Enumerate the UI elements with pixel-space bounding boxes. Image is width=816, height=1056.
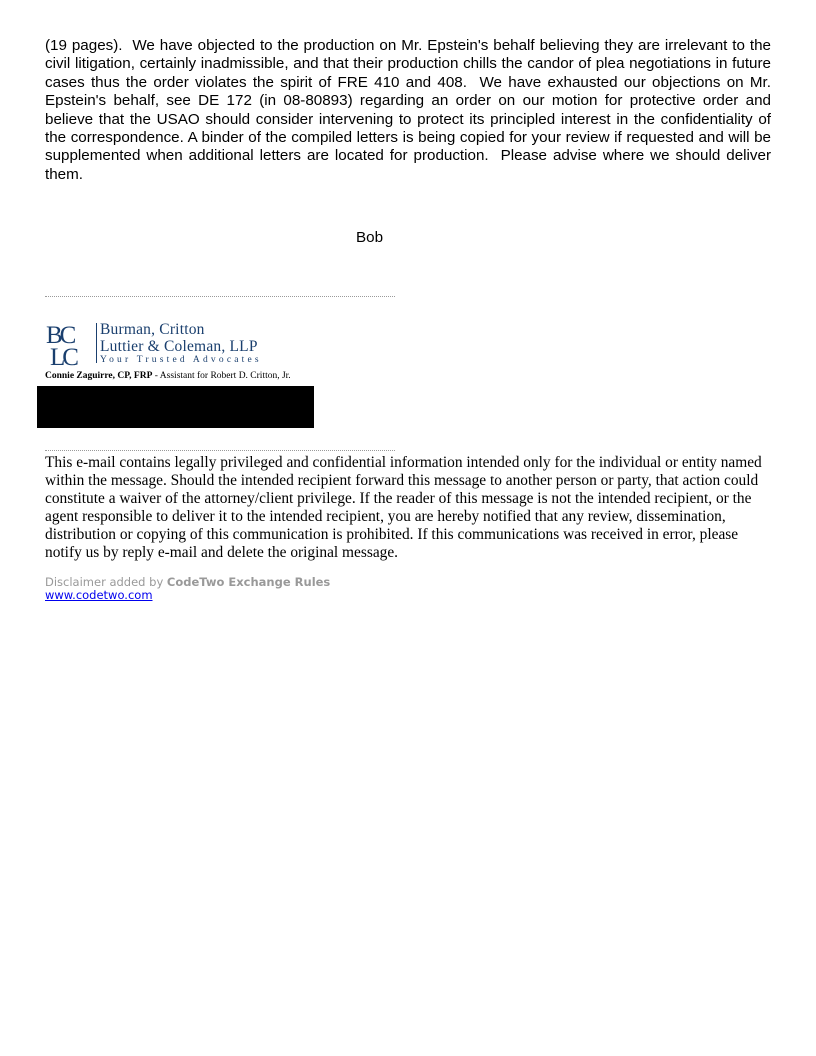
redaction-block	[37, 386, 314, 428]
firm-tagline: Your Trusted Advocates	[100, 355, 262, 365]
divider-bottom	[45, 450, 395, 451]
confidentiality-disclaimer: This e-mail contains legally privileged and confidential information intended only for the individual or entity named within the message. Should the intended recipient forward this message to another person or party, that action could constitute a waiver of the attorney/client privilege. If the reader of this message is not the intended recipient, or the agent responsible to deliver it to the intended recipient, you are hereby notified that any review, dissemination, distribution or copying of this communication is prohibited. If this communications was received in error, please notify us by reply e-mail and delete the original message.	[45, 454, 762, 561]
assistant-line	[45, 371, 291, 381]
firm-logo	[46, 321, 306, 369]
svg-text:BC: BC	[46, 322, 74, 349]
codetwo-link[interactable]: www.codetwo.com	[45, 588, 153, 602]
letter-paragraph: (19 pages). We have objected to the production on Mr. Epstein's behalf believing they are irrelevant to the civil litigation, certainly inadmissible, and that their production chills the candor of plea negotiations in future cases thus the order violates the spirit of FRE 410 and 408. We have exhausted our objections on Mr. Epstein's behalf, see DE 172 (in 08-80893) regarding an order on our motion for protective order and believe that the USAO should consider intervening to protect its principled interest in the confidentiality of the correspondence. A binder of the compiled letters is being copied for your review if requested and will be supplemented when additional letters are located for production. Please advise where we should deliver them.	[45, 37, 776, 183]
assistant-name: Connie Zaguirre, CP, FRP	[45, 371, 153, 381]
signoff: Bob	[356, 229, 384, 246]
svg-text:LC: LC	[50, 344, 76, 367]
bclc-monogram-icon	[46, 321, 96, 367]
assistant-role: - Assistant for Robert D. Critton, Jr.	[152, 371, 291, 381]
disclaimer-credit	[45, 575, 330, 589]
logo-divider	[96, 323, 97, 363]
credit-prefix: Disclaimer added by	[45, 575, 167, 589]
firm-name-line1: Burman, Critton	[100, 321, 205, 338]
firm-name-line2: Luttier & Coleman, LLP	[100, 338, 258, 355]
credit-product: CodeTwo Exchange Rules	[166, 575, 331, 589]
divider-top	[45, 296, 395, 297]
